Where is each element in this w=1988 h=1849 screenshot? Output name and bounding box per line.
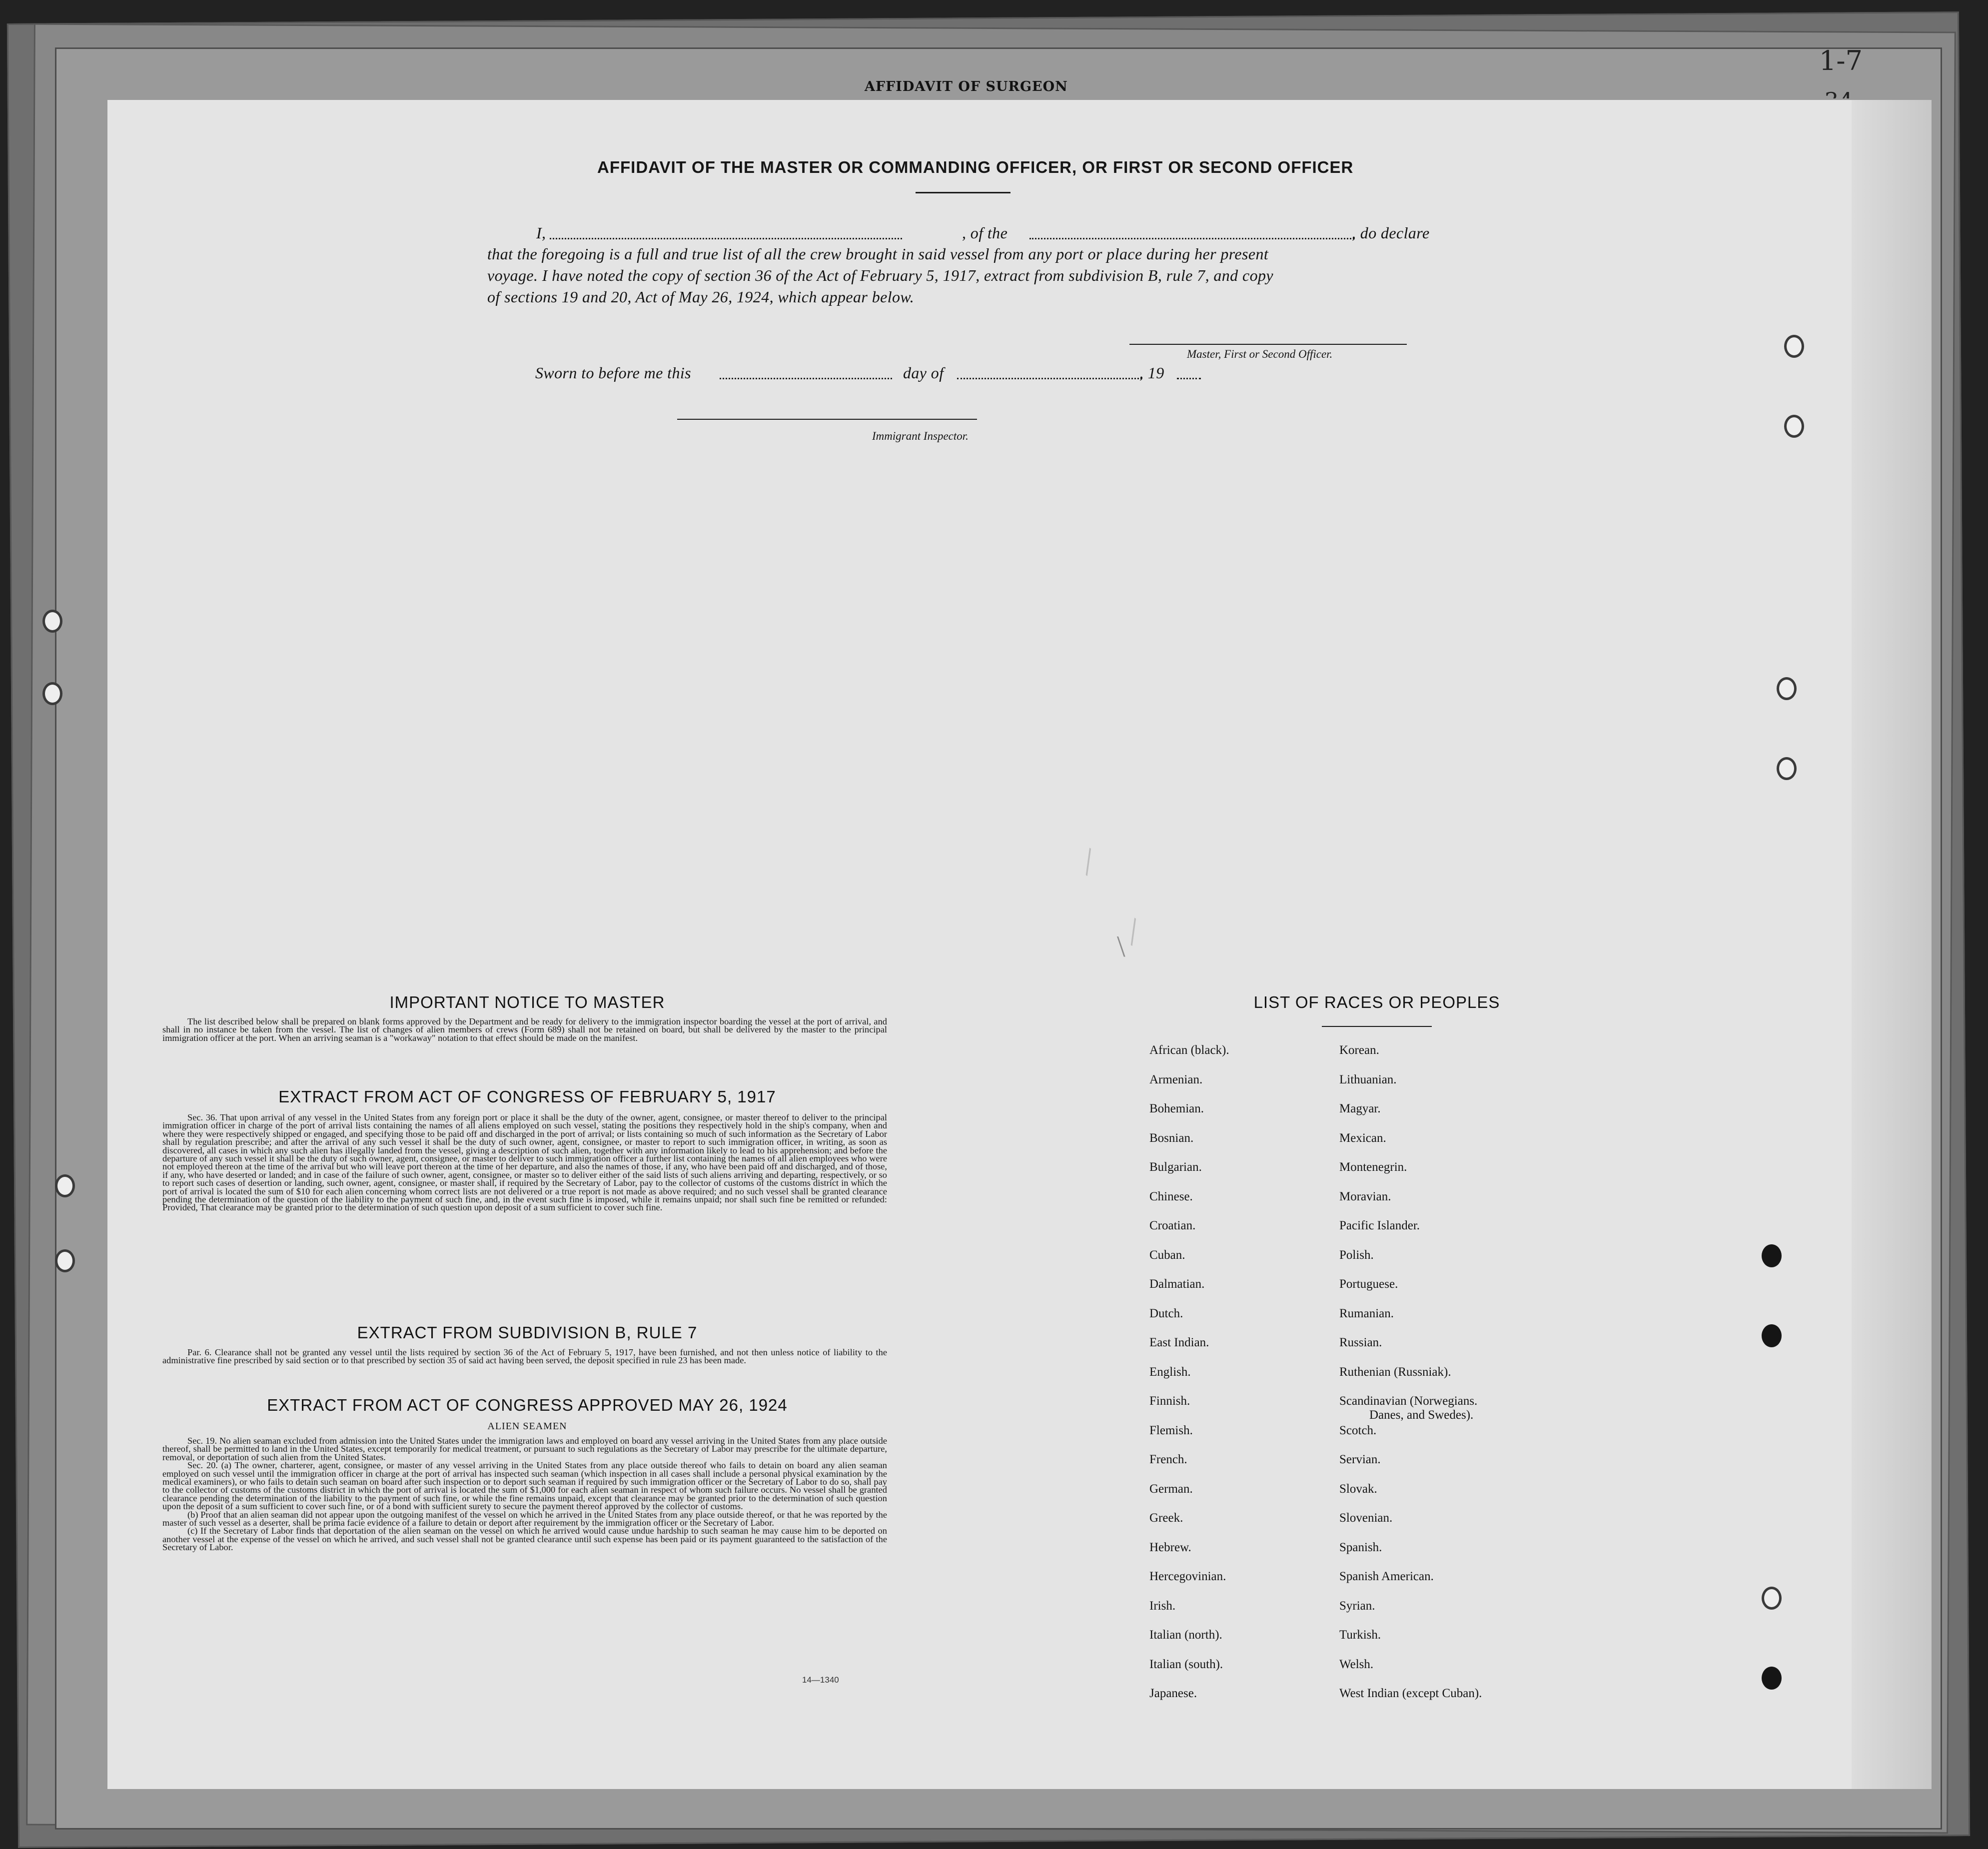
notice-heading: IMPORTANT NOTICE TO MASTER [389,993,665,1011]
extract-3-heading: EXTRACT FROM ACT OF CONGRESS APPROVED MAY 26, 1924 [267,1396,788,1414]
section-20a: Sec. 20. (a) The owner, charterer, agent, consignee, or master of any vessel arriving in the United States from any place outside thereof who fails to detain on board any alien seaman employed on such vessel until the immigration officer in charge at the port of arrival has inspected such seaman (which inspection in all cases shall include a personal physical examination by the medical examiners), or who fails to detain such seaman on board after such inspection or to deport such seaman if required by such immigration officer or the Secretary of Labor to do so, shall pay to the collector of customs of the customs district in which the port of arrival is located the sum of $1,000 for each alien seaman in respect of whom such failure occurs. No vessel shall be granted clearance pending the determination of the liability to the payment of such fine, or while the fine remains unpaid, except that clearance may be granted prior to the determination of such question upon the deposit of a sum sufficient to cover such fine, or of a bond with sufficient surety to secure the payment thereof approved by the collector of customs. [162,1460,887,1512]
binder-hole [42,610,62,633]
race-item: Servian. [1339,1453,1381,1466]
year-prefix: , 19 [1139,364,1164,382]
race-item: Polish. [1339,1248,1374,1262]
back-page-title: AFFIDAVIT OF SURGEON [865,79,1068,94]
race-item: Japanese. [1149,1687,1197,1700]
day-of-text: day of [903,364,944,382]
decl-line-2: that the foregoing is a full and true list of all the crew brought in said vessel from any port or place during her present [487,245,1269,263]
binder-hole [1784,415,1804,438]
name-blank [550,238,902,239]
race-item: Bohemian. [1149,1102,1204,1115]
race-item: African (black). [1149,1043,1229,1057]
pencil-mark: \ [1117,930,1125,963]
decl-do-declare: , do declare [1352,224,1430,242]
race-item: West Indian (except Cuban). [1339,1687,1482,1700]
race-item: Chinese. [1149,1189,1193,1203]
race-item: Lithuanian. [1339,1072,1397,1086]
race-item: Italian (south). [1149,1657,1223,1671]
race-item: Hercegovinian. [1149,1570,1226,1583]
day-blank [720,378,892,379]
race-item: Greek. [1149,1511,1183,1525]
binder-hole [1777,757,1797,780]
inspector-caption: Immigrant Inspector. [872,430,969,442]
sheet-edge [1852,100,1932,1789]
notice-body: The list described below shall be prepared on blank forms approved by the Department and be ready for delivery to the immigration inspector boarding the vessel at the port of arrival, and shall in no instance be taken from the vessel. The list of changes of alien members of crews (Form 689) shall not be retained on board, but shall be delivered by the master to the principal immigration officer at the port. When an arriving seaman is a "workaway" notation to that effect should be made on the manifest. [162,1016,887,1043]
affidavit-heading: AFFIDAVIT OF THE MASTER OR COMMANDING OFFICER, OR FIRST OR SECOND OFFICER [597,158,1354,176]
binder-hole [55,1174,75,1197]
race-item: Magyar. [1339,1102,1381,1115]
year-blank [1177,378,1201,379]
race-item: Croatian. [1149,1219,1196,1232]
races-heading: LIST OF RACES OR PEOPLES [1253,993,1500,1011]
race-item: Scotch. [1339,1423,1377,1437]
decl-line-4: of sections 19 and 20, Act of May 26, 1924, which appear below. [487,288,915,306]
race-item: Dutch. [1149,1306,1183,1320]
signature-line [1129,344,1407,345]
race-item: Scandinavian (Norwegians. [1339,1394,1478,1408]
race-item: Armenian. [1149,1072,1203,1086]
sworn-text: Sworn to before me this [535,364,691,382]
master-caption: Master, First or Second Officer. [1187,348,1333,360]
race-item: Hebrew. [1149,1540,1191,1554]
race-item: Cuban. [1149,1248,1185,1262]
form-number: 14—1340 [802,1675,839,1685]
race-item: Mexican. [1339,1131,1386,1145]
heading-rule [916,192,1010,193]
race-item: Italian (north). [1149,1628,1222,1642]
section-19: Sec. 19. No alien seaman excluded from admission into the United States under the immigration laws and employed on board any vessel arriving in the United States from any place outside thereof, shall be permitted to land in the United States, except temporarily for medical treatment, or pursuant to such regulations as the Secretary of Labor may prescribe for the ultimate departure, removal, or deportation of such alien from the United States. [162,1436,887,1462]
race-item: Turkish. [1339,1628,1381,1642]
alien-seamen-subheading: ALIEN SEAMEN [487,1421,567,1432]
race-item: Ruthenian (Russniak). [1339,1365,1451,1379]
section-20b: (b) Proof that an alien seaman did not appear upon the outgoing manifest of the vessel on which he arrived in the United States from any place outside thereof, or that he was reported by the master of such vessel as a deserter, shall be prima facie evidence of a failure to detain or deport after requirement by the immigration officer or the Secretary of Labor. [162,1509,887,1528]
vessel-blank [1029,238,1354,239]
race-item: Spanish American. [1339,1570,1434,1583]
race-item: Danes, and Swedes). [1369,1408,1474,1422]
race-item: Bulgarian. [1149,1160,1202,1174]
race-item: French. [1149,1453,1187,1466]
race-item: English. [1149,1365,1191,1379]
race-item: Bosnian. [1149,1131,1194,1145]
binder-hole [1762,1324,1782,1347]
section-20c: (c) If the Secretary of Labor finds that deportation of the alien seaman on the vessel on which he arrived would cause undue hardship to such seaman he may cause him to be deported on another vessel at the expense of the vessel on which he arrived, and such vessel shall not be granted clearance until such expense has been paid or its payment guaranteed to the satisfaction of the Secretary of Labor. [162,1526,887,1553]
decl-of-the: , of the [962,224,1008,242]
race-item: Montenegrin. [1339,1160,1407,1174]
race-item: Pacific Islander. [1339,1219,1420,1232]
race-item: Rumanian. [1339,1306,1394,1320]
extract-1-body: Sec. 36. That upon arrival of any vessel in the United States from any foreign port or place it shall be the duty of the owner, agent, consignee, or master thereof to deliver to the principal immigration officer in charge of the port of arrival lists containing the names of all aliens employed on such vessel, stating the positions they respectively hold in the ship's company, when and where they were respectively shipped or engaged, and specifying those to be paid off and discharged in the port of arrival; or lists containing so much of such information as the Secretary of Labor shall by regulation prescribe; and after the arrival of any such vessel it shall be the duty of such owner, agent, consignee, or master to report to such immigration officer, in writing, as soon as discovered, all cases in which any such alien has illegally landed from the vessel, giving a description of such alien, together with any information likely to lead to his apprehension; and before the departure of any such vessel it shall be the duty of such owner, agent, consignee, or master to deliver to such immigration officer a further list containing the names of all alien employees who were not employed thereon at the time of the arrival but who will leave port thereon at the time of her departure, and also the names of those, if any, who have been paid off and discharged, and of those, if any, who have deserted or landed; and in case of the failure of such owner, agent, consignee, or master so to deliver either of the said lists of such aliens arriving and departing, respectively, or so to report such cases of desertion or landing, such owner, agent, consignee, or master shall, if required by the Secretary of Labor, pay to the collector of customs of the customs district in which the port of arrival is located the sum of $10 for each alien concerning whom correct lists are not delivered or a true report is not made as above required; and no such vessel shall be granted clearance pending the determination of the question of the liability to the payment of such fine, and, in the event such fine is imposed, while it remains unpaid; nor shall such fine be remitted or refunded: Provided, That clearance may be granted prior to the determination of such question upon deposit of a sum sufficient to cover such fine. [162,1112,887,1213]
bleed-through-mark: ╲ [1121,919,1145,945]
extract-3-body [162,1437,887,1552]
race-item: Slovenian. [1339,1511,1393,1525]
race-item: East Indian. [1149,1336,1209,1349]
binder-hole [1777,677,1797,700]
races-rule [1322,1026,1432,1027]
decl-i: I, [536,224,546,242]
race-item: Spanish. [1339,1540,1382,1554]
race-item: Moravian. [1339,1189,1391,1203]
binder-hole [1762,1587,1782,1610]
binder-hole [1762,1667,1782,1690]
race-item: Portuguese. [1339,1277,1398,1291]
bleed-through-mark: ╲ [1076,849,1100,876]
handwritten-note: 1-7 [1819,45,1863,76]
extract-2-body: Par. 6. Clearance shall not be granted any vessel until the lists required by section 36 of the Act of February 5, 1917, have been furnished, and not then unless notice of liability to the administrative fine prescribed by said section or to that prescribed by section 35 of said act having been served, the deposit specified in rule 23 has been made. [162,1347,887,1366]
binder-hole [1784,335,1804,358]
race-item: German. [1149,1482,1193,1496]
binder-hole [42,682,62,705]
race-item: Slovak. [1339,1482,1377,1496]
race-item: Russian. [1339,1336,1382,1349]
race-item: Syrian. [1339,1599,1375,1613]
binder-hole [55,1249,75,1272]
race-item: Flemish. [1149,1423,1193,1437]
extract-1-heading: EXTRACT FROM ACT OF CONGRESS OF FEBRUARY 5, 1917 [278,1087,776,1106]
affidavit-sheet [107,100,1932,1789]
race-item: Korean. [1339,1043,1379,1057]
month-blank [957,378,1142,379]
race-item: Irish. [1149,1599,1176,1613]
extract-2-heading: EXTRACT FROM SUBDIVISION B, RULE 7 [357,1323,698,1342]
binder-hole [1762,1244,1782,1267]
race-item: Finnish. [1149,1394,1190,1408]
race-item: Welsh. [1339,1657,1374,1671]
decl-line-3: voyage. I have noted the copy of section 36 of the Act of February 5, 1917, extract from subdivision B, rule 7, and copy [487,266,1273,284]
race-item: Dalmatian. [1149,1277,1205,1291]
inspector-line [677,419,977,420]
